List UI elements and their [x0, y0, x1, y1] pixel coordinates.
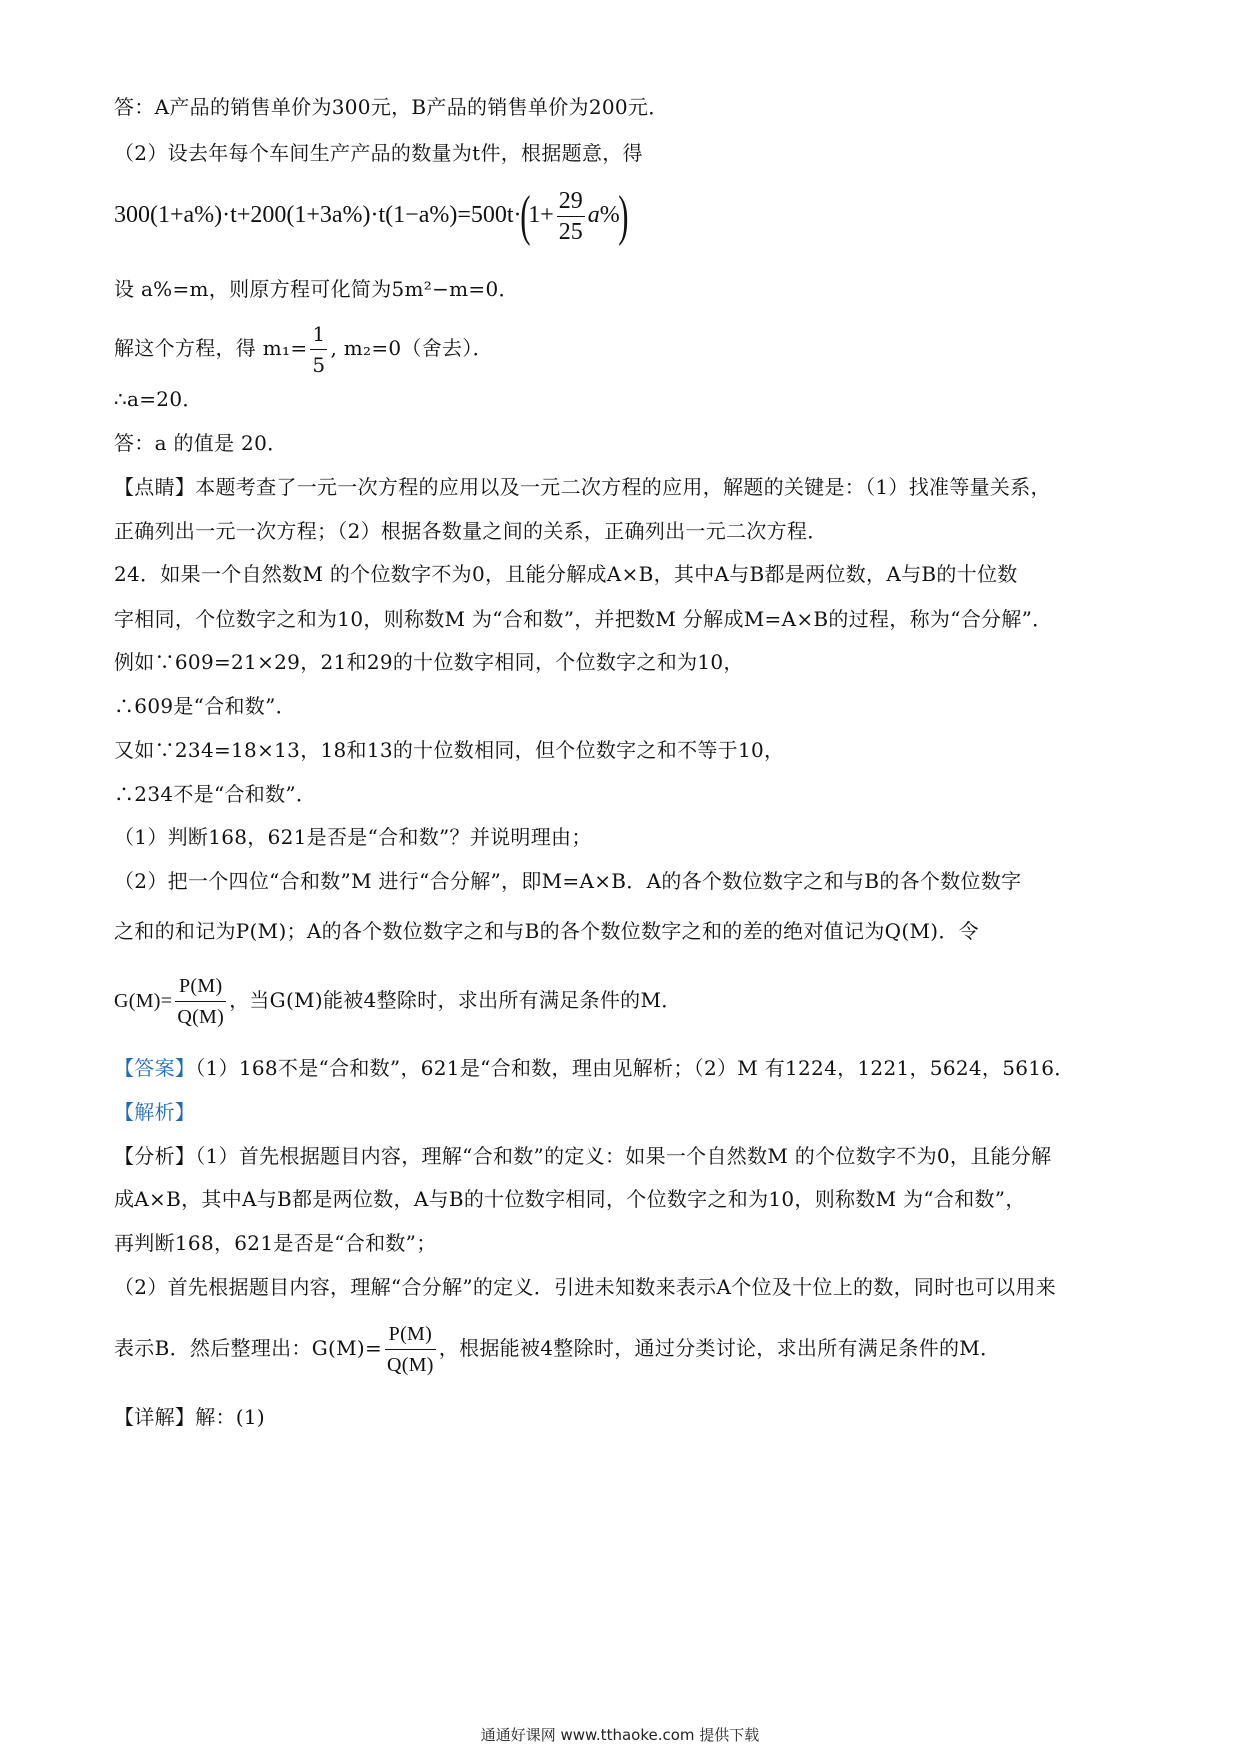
comment-line-1: 【点睛】本题考查了一元一次方程的应用以及一元二次方程的应用，解题的关键是：（1）找准等量关系，: [114, 475, 1051, 499]
fraction-numerator: 1: [310, 319, 327, 350]
fraction-denominator: Q(M): [177, 1006, 225, 1028]
analysis-line-2: 成A×B，其中A与B都是两位数，A与B的十位数字相同，个位数字之和为10，则称数M 为“合和数”，: [114, 1187, 1026, 1211]
fraction-denominator: 25: [558, 218, 583, 245]
question-24-line-7: （1）判断168，621是否是“合和数”？并说明理由；: [114, 825, 592, 849]
question-24-line-5: 又如∵234=18×13，18和13的十位数相同，但个位数字之和不等于10，: [114, 738, 785, 762]
analysis-line-3: 再判断168，621是否是“合和数”；: [114, 1231, 437, 1255]
g-of-m-prefix: G(M)=: [114, 990, 173, 1012]
answer-line-1: 答：A产品的销售单价为300元，B产品的销售单价为200元．: [114, 95, 669, 119]
g-of-m-suffix: ，当G(M)能被4整除时，求出所有满足条件的M．: [229, 988, 682, 1012]
answer-text: （1）168不是“合和数”，621是“合和数，理由见解析；（2）M 有1224，1221，5624，5616．: [195, 1056, 1075, 1080]
fraction-numerator: P(M): [175, 971, 226, 1002]
solve-prefix: 解这个方程，得 m₁=: [114, 336, 308, 360]
question-24-line-10: [114, 968, 682, 1033]
solve-line: [114, 318, 493, 380]
answer-label: 【答案】: [114, 1056, 196, 1080]
equation-1: 300(1+a%)·t+200(1+3a%)·t(1−a%)=500t·(1+ $\frac{29}{25}$ a%): [114, 185, 629, 248]
detail-line: 【详解】解：(1): [114, 1405, 266, 1429]
question-24-line-2: 字相同，个位数字之和为10，则称数M 为“合和数”，并把数M 分解成M=A×B的过程，称为“合分解”．: [114, 607, 1053, 631]
fraction-numerator: P(M): [385, 1319, 436, 1350]
fraction-denominator: Q(M): [387, 1354, 434, 1376]
analysis-line-5: [114, 1318, 1000, 1380]
analysis-line-1: 【分析】（1）首先根据题目内容，理解“合和数”的定义：如果一个自然数M 的个位数字不为0，且能分解: [114, 1144, 1052, 1168]
analysis-fraction: [385, 1319, 436, 1380]
question-24-line-8: （2）把一个四位“合和数”M 进行“合分解”，即M=A×B．A的各个数位数字之和与B的各个数位数字: [114, 869, 1022, 893]
analysis-5-prefix: 表示B．然后整理出：G(M)=: [114, 1336, 383, 1360]
analysis-5-suffix: ，根据能被4整除时，通过分类讨论，求出所有满足条件的M．: [438, 1336, 1001, 1360]
fraction-numerator: 29: [557, 186, 585, 217]
question-24-line-4: ∴609是“合和数”．: [114, 694, 296, 718]
question-24-line-3: 例如∵609=21×29，21和29的十位数字相同，个位数字之和为10，: [114, 650, 744, 674]
answer-line-2: 答：a 的值是 20．: [114, 431, 288, 455]
analysis-label: 【解析】: [114, 1100, 196, 1124]
substitution-line: 设 a%=m，则原方程可化简为5m²−m=0．: [114, 277, 519, 301]
equation-1-fraction: [557, 186, 585, 247]
fraction-denominator: 5: [312, 353, 326, 377]
comment-line-2: 正确列出一元一次方程；（2）根据各数量之间的关系，正确列出一元二次方程．: [114, 519, 828, 543]
answer-line: [114, 1054, 1075, 1082]
equation-1-left: 300(1+a%)·t+200(1+3a%)·t(1−a%)=500t·: [114, 202, 522, 228]
page-footer: 通通好课网 www.tthaoke.com 提供下载: [480, 1726, 760, 1744]
question-24-line-1: 24．如果一个自然数M 的个位数字不为0，且能分解成A×B，其中A与B都是两位数，A与B的十位数: [114, 562, 1018, 586]
solve-fraction: [310, 319, 327, 380]
analysis-line-4: （2）首先根据题目内容，理解“合分解”的定义．引进未知数来表示A个位及十位上的数，同时也可以用来: [114, 1275, 1057, 1299]
question-24-line-6: ∴234不是“合和数”．: [114, 782, 317, 806]
question-24-line-9: 之和的和记为P(M)；A的各个数位数字之和与B的各个数位数字之和的差的绝对值记为Q(M)．令: [114, 919, 979, 943]
g-of-m-fraction: [175, 971, 226, 1032]
solve-suffix: , m₂=0（舍去）．: [330, 336, 493, 360]
therefore-a-line: ∴a=20．: [114, 387, 203, 411]
part-2-intro: （2）设去年每个车间生产产品的数量为t件，根据题意，得: [114, 141, 643, 165]
